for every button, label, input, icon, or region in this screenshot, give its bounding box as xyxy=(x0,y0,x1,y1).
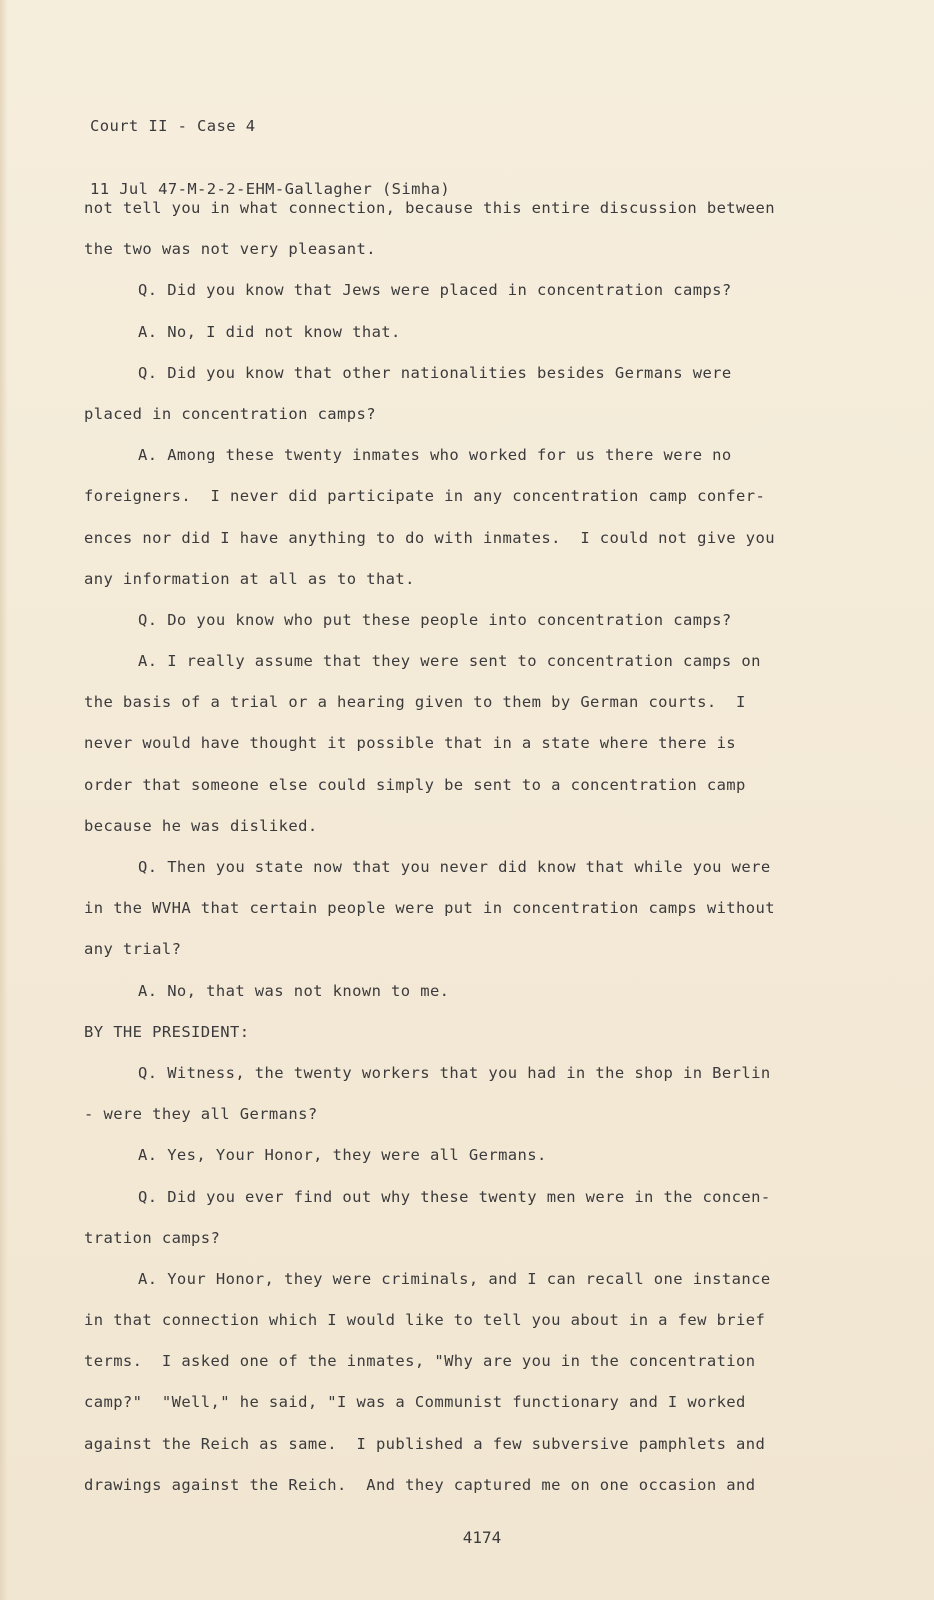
transcript-line: against the Reich as same. I published a few subversive pamphlets and xyxy=(84,1434,766,1453)
transcript-line: tration camps? xyxy=(84,1228,221,1247)
transcript-line: Q. Did you know that Jews were placed in concentration camps? xyxy=(138,281,732,300)
transcript-line: Q. Do you know who put these people into concentration camps? xyxy=(138,610,732,629)
transcript-body xyxy=(84,193,914,1511)
transcript-line: A. No, that was not known to me. xyxy=(138,981,450,1000)
transcript-line: A. Among these twenty inmates who worked for us there were no xyxy=(138,446,732,465)
transcript-line: terms. I asked one of the inmates, "Why are you in the concentration xyxy=(84,1352,756,1371)
transcript-line: Q. Witness, the twenty workers that you had in the shop in Berlin xyxy=(138,1063,771,1082)
header-session-info: 11 Jul 47-M-2-2-EHM-Gallagher (Simha) xyxy=(90,180,451,198)
transcript-line: A. I really assume that they were sent to concentration camps on xyxy=(138,652,761,671)
transcript-line: Q. Then you state now that you never did know that while you were xyxy=(138,858,771,876)
header-court-case: Court II - Case 4 xyxy=(90,117,256,135)
transcript-line: any information at all as to that. xyxy=(84,569,415,588)
transcript-line: Q. Did you ever find out why these twenty men were in the concen- xyxy=(138,1187,771,1206)
transcript-line: in the WVHA that certain people were put in concentration camps without xyxy=(84,899,775,918)
transcript-line: ences nor did I have anything to do with inmates. I could not give you xyxy=(84,528,775,547)
transcript-line: BY THE PRESIDENT: xyxy=(84,1022,250,1041)
transcript-line: - were they all Germans? xyxy=(84,1105,318,1124)
transcript-line: A. Yes, Your Honor, they were all Germans. xyxy=(138,1146,547,1165)
transcript-line: the basis of a trial or a hearing given to them by German courts. I xyxy=(84,693,746,712)
transcript-line: the two was not very pleasant. xyxy=(84,240,376,259)
transcript-line: placed in concentration camps? xyxy=(84,404,376,423)
page-number: 4174 xyxy=(462,1528,502,1547)
transcript-line: not tell you in what connection, because this entire discussion between xyxy=(84,199,775,217)
transcript-line: any trial? xyxy=(84,940,182,959)
transcript-line: because he was disliked. xyxy=(84,816,318,835)
transcript-line: Q. Did you know that other nationalities besides Germans were xyxy=(138,363,732,382)
transcript-line: camp?" "Well," he said, "I was a Communist functionary and I worked xyxy=(84,1393,746,1412)
transcript-line: never would have thought it possible that in a state where there is xyxy=(84,734,737,753)
transcript-line: drawings against the Reich. And they captured me on one occasion and xyxy=(84,1475,756,1494)
transcript-line: order that someone else could simply be sent to a concentration camp xyxy=(84,775,746,794)
transcript-line: foreigners. I never did participate in any concentration camp confer- xyxy=(84,487,766,506)
transcript-line: in that connection which I would like to tell you about in a few brief xyxy=(84,1311,766,1330)
transcript-line: A. No, I did not know that. xyxy=(138,322,401,341)
transcript-line: A. Your Honor, they were criminals, and I can recall one instance xyxy=(138,1269,771,1288)
